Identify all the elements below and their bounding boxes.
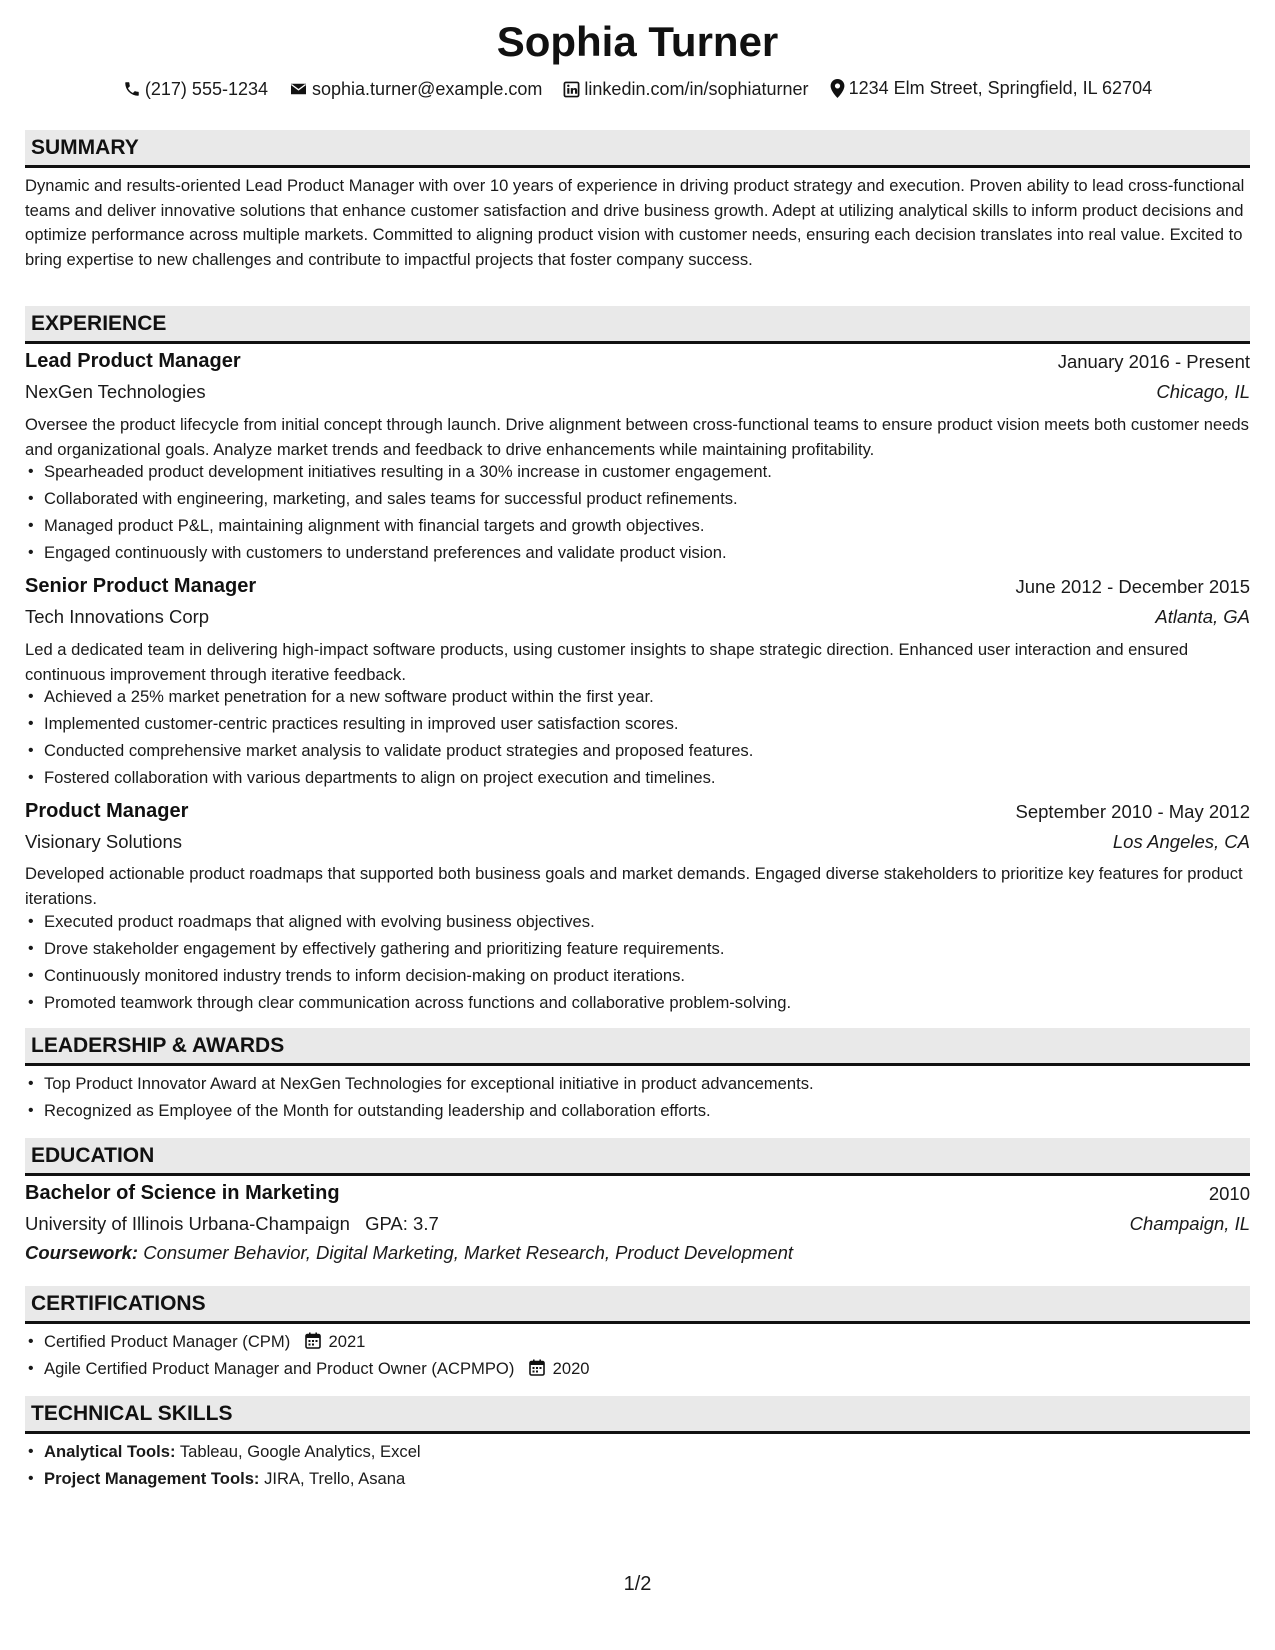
job-title: Product Manager [25, 800, 189, 822]
section-title: CERTIFICATIONS [31, 1292, 206, 1315]
education-header [25, 1138, 1250, 1176]
list-item: • Engaged continuously with customers to understand preferences and validate product vision. [25, 541, 1250, 568]
list-item: • Executed product roadmaps that aligned with evolving business objectives. [25, 910, 1250, 937]
list-item: • Managed product P&L, maintaining alignment with financial targets and growth objectives. [25, 514, 1250, 541]
cert-year: 2020 [552, 1359, 590, 1378]
list-item: • Spearheaded product development initiatives resulting in a 30% increase in customer engagement. [25, 460, 1250, 487]
leadership-header [25, 1028, 1250, 1066]
skill-value: JIRA, Trello, Asana [264, 1469, 406, 1488]
coursework-label: Coursework: [25, 1242, 139, 1263]
coursework-list: Consumer Behavior, Digital Marketing, Market Research, Product Development [143, 1242, 794, 1263]
summary-header [25, 130, 1250, 168]
calendar-icon [305, 1332, 321, 1349]
coursework [25, 1242, 793, 1264]
list-item [25, 1440, 1250, 1467]
section-title: EDUCATION [31, 1144, 155, 1167]
school-location: Champaign, IL [1129, 1213, 1250, 1234]
job-description: Oversee the product lifecycle from initial concept through launch. Drive alignment between cross-functional teams to ensure product vision meets both customer needs and organizational goals. Analyze market trends and feedback to drive enhancements while maintaining profitability. [25, 415, 1249, 459]
list-item: • Drove stakeholder engagement by effectively gathering and prioritizing feature requirements. [25, 937, 1250, 964]
address-text: 1234 Elm Street, Springfield, IL 62704 [848, 78, 1153, 98]
page-number: 1/2 [623, 1573, 652, 1595]
list-item [25, 1467, 1250, 1494]
section-title: SUMMARY [31, 136, 139, 159]
skills-list [25, 1440, 1250, 1494]
job-company: NexGen Technologies [25, 381, 206, 402]
job-description: Led a dedicated team in delivering high-impact software products, using customer insights to shape strategic direction. Enhanced user interaction and ensured continuous improvement through iterative feedback. [25, 640, 1189, 684]
certifications-list [25, 1330, 1250, 1384]
cert-name: Certified Product Manager (CPM) [44, 1332, 291, 1351]
job-location: Atlanta, GA [1155, 606, 1250, 627]
phone-text: (217) 555-1234 [144, 78, 268, 99]
job-bullets [25, 685, 1250, 793]
job-company: Tech Innovations Corp [25, 606, 210, 627]
candidate-name: Sophia Turner [496, 18, 779, 65]
skill-value: Tableau, Google Analytics, Excel [179, 1442, 421, 1461]
job-location: Los Angeles, CA [1112, 831, 1250, 852]
email-text: sophia.turner@example.com [312, 78, 543, 99]
graduation-year: 2010 [1208, 1183, 1250, 1204]
section-title: LEADERSHIP & AWARDS [31, 1034, 285, 1057]
list-item: • Collaborated with engineering, marketing, and sales teams for successful product refinements. [25, 487, 1250, 514]
school-name: University of Illinois Urbana-Champaign [25, 1213, 350, 1234]
skills-header [25, 1396, 1250, 1434]
job-location: Chicago, IL [1156, 381, 1250, 402]
job-dates: June 2012 - December 2015 [1015, 576, 1250, 597]
job-dates: January 2016 - Present [1057, 351, 1250, 372]
awards-list [25, 1072, 1250, 1126]
job-bullets [25, 910, 1250, 1018]
job-description: Developed actionable product roadmaps that supported both business goals and market demands. Engaged diverse stakeholders to prioritize key features for product iterations. [25, 864, 1243, 908]
job-company: Visionary Solutions [25, 831, 182, 852]
job-dates: September 2010 - May 2012 [1015, 801, 1250, 822]
job-bullets [25, 460, 1250, 568]
certifications-header [25, 1286, 1250, 1324]
section-title: TECHNICAL SKILLS [31, 1402, 233, 1425]
contact-linkedin[interactable] [563, 79, 808, 100]
gpa: GPA: 3.7 [365, 1213, 439, 1234]
cert-year: 2021 [328, 1332, 366, 1351]
list-item: • Recognized as Employee of the Month for outstanding leadership and collaboration efforts. [25, 1099, 1250, 1126]
list-item: • Conducted comprehensive market analysis to validate product strategies and proposed features. [25, 739, 1250, 766]
map-pin-icon [830, 79, 845, 98]
contact-bar [0, 78, 1275, 103]
list-item: • Continuously monitored industry trends to inform decision-making on product iterations. [25, 964, 1250, 991]
list-item: • Fostered collaboration with various departments to align on project execution and timelines. [25, 766, 1250, 793]
list-item: • Top Product Innovator Award at NexGen Technologies for exceptional initiative in product advancements. [25, 1072, 1250, 1099]
list-item: • Promoted teamwork through clear communication across functions and collaborative problem-solving. [25, 991, 1250, 1018]
calendar-icon [529, 1359, 545, 1376]
skill-label: Project Management Tools: [44, 1469, 260, 1488]
list-item [25, 1330, 1250, 1357]
envelope-icon [289, 80, 308, 98]
phone-icon [123, 80, 141, 98]
school-line [25, 1213, 439, 1235]
contact-phone[interactable] [123, 79, 268, 100]
summary-text: Dynamic and results-oriented Lead Product Manager with over 10 years of experience in driving product strategy and execution. Proven ability to lead cross-functional teams and deliver innovative solutions that enhance customer satisfaction and drive business growth. Adept at utilizing analytical skills to inform product decisions and optimize performance across multiple markets. Committed to aligning product vision with customer needs, ensuring each decision translates into real value. Excited to bring expertise to new challenges and contribute to impactful projects that foster company success. [25, 176, 1245, 269]
contact-email[interactable] [289, 79, 542, 100]
list-item: • Implemented customer-centric practices resulting in improved user satisfaction scores. [25, 712, 1250, 739]
skill-label: Analytical Tools: [44, 1442, 176, 1461]
cert-name: Agile Certified Product Manager and Product Owner (ACPMPO) [44, 1359, 515, 1378]
experience-header [25, 306, 1250, 344]
section-title: EXPERIENCE [31, 312, 167, 335]
linkedin-icon [563, 81, 580, 98]
contact-address [830, 78, 1153, 99]
linkedin-text: linkedin.com/in/sophiaturner [584, 79, 809, 99]
degree-title: Bachelor of Science in Marketing [25, 1182, 340, 1204]
list-item [25, 1357, 1250, 1384]
job-title: Senior Product Manager [25, 575, 257, 597]
list-item: • Achieved a 25% market penetration for a new software product within the first year. [25, 685, 1250, 712]
job-title: Lead Product Manager [25, 350, 241, 372]
